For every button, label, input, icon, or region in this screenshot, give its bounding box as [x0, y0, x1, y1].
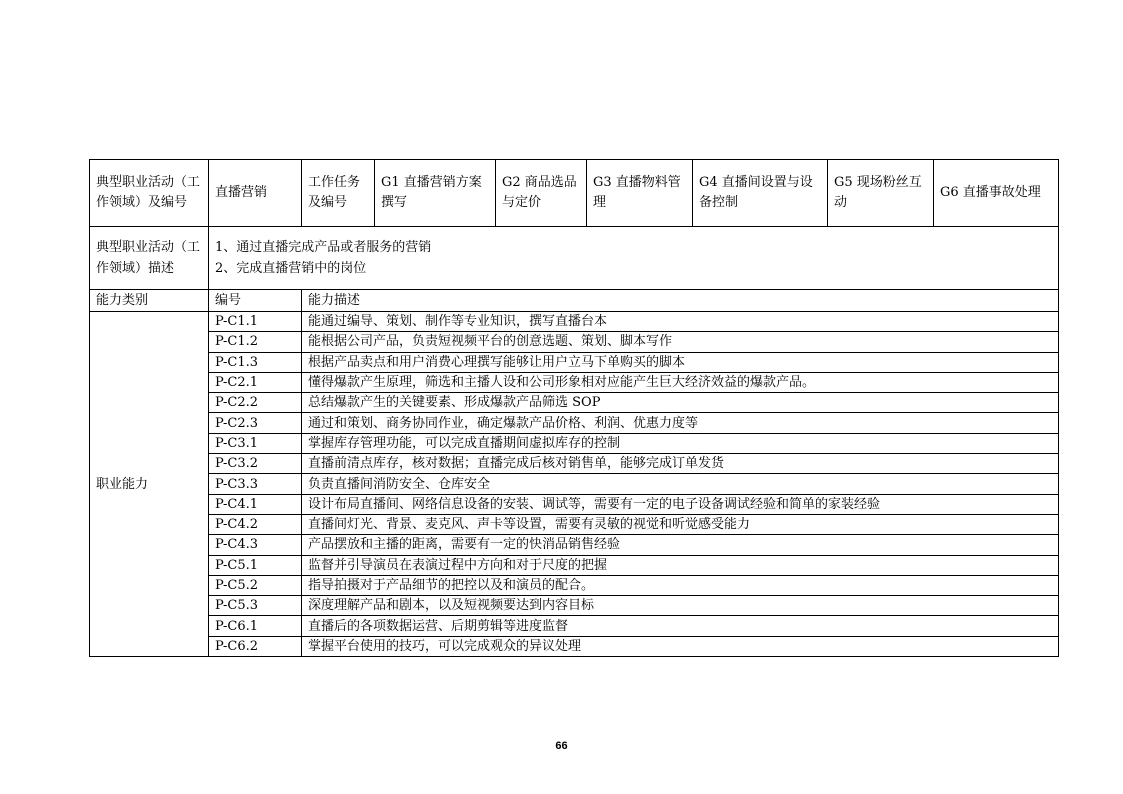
ability-code: P-C5.2: [209, 575, 302, 595]
ability-row: [90, 352, 1059, 372]
ability-code: P-C2.1: [209, 372, 302, 392]
ability-code: P-C6.2: [209, 636, 302, 656]
competency-table: [89, 159, 1059, 657]
ability-description: 能根据公司产品，负责短视频平台的创意选题、策划、脚本写作: [302, 332, 1059, 352]
ability-row: [90, 372, 1059, 392]
ability-description: 设计布局直播间、网络信息设备的安装、调试等，需要有一定的电子设备调试经验和简单的家装经验: [302, 494, 1059, 514]
ability-description: 总结爆款产生的关键要素、形成爆款产品筛选 SOP: [302, 393, 1059, 413]
ability-code: P-C4.1: [209, 494, 302, 514]
ability-description: 掌握库存管理功能，可以完成直播期间虚拟库存的控制: [302, 433, 1059, 453]
ability-description: 指导拍摄对于产品细节的把控以及和演员的配合。: [302, 575, 1059, 595]
description-line-2: 2、完成直播营销中的岗位: [215, 261, 367, 276]
ability-code: P-C5.3: [209, 596, 302, 616]
ability-row: [90, 454, 1059, 474]
ability-code: P-C2.2: [209, 393, 302, 413]
ability-row: [90, 616, 1059, 636]
ability-description: 直播间灯光、背景、麦克风、声卡等设置，需要有灵敏的视觉和听觉感受能力: [302, 514, 1059, 534]
ability-description: 直播后的各项数据运营、后期剪辑等进度监督: [302, 616, 1059, 636]
description-line-1: 1、通过直播完成产品或者服务的营销: [215, 240, 432, 255]
ability-code: P-C5.1: [209, 555, 302, 575]
task-g6: G6 直播事故处理: [934, 160, 1059, 227]
page-number: 66: [555, 740, 568, 752]
task-label: 工作任务及编号: [302, 160, 375, 227]
header-row: [90, 160, 1059, 227]
ability-code: P-C2.3: [209, 413, 302, 433]
ability-code: P-C4.2: [209, 514, 302, 534]
task-g5: G5 现场粉丝互动: [828, 160, 934, 227]
ability-row: [90, 332, 1059, 352]
ability-code: P-C1.3: [209, 352, 302, 372]
ability-code: P-C3.2: [209, 454, 302, 474]
ability-row: [90, 413, 1059, 433]
description-label: 典型职业活动（工作领域）描述: [90, 227, 209, 290]
ability-row: [90, 474, 1059, 494]
description-content: [209, 227, 1059, 290]
ability-row: [90, 514, 1059, 534]
ability-row: [90, 535, 1059, 555]
ability-code: P-C6.1: [209, 616, 302, 636]
ability-description: 懂得爆款产生原理，筛选和主播人设和公司形象相对应能产生巨大经济效益的爆款产品。: [302, 372, 1059, 392]
ability-category: 职业能力: [90, 312, 209, 657]
task-g4: G4 直播间设置与设备控制: [693, 160, 828, 227]
task-g2: G2 商品选品与定价: [496, 160, 587, 227]
activity-label: 典型职业活动（工作领域）及编号: [90, 160, 209, 227]
ability-row: [90, 494, 1059, 514]
ability-description: 掌握平台使用的技巧，可以完成观众的异议处理: [302, 636, 1059, 656]
ability-category-header: 能力类别: [90, 290, 209, 312]
ability-code: P-C4.3: [209, 535, 302, 555]
ability-row: [90, 596, 1059, 616]
ability-description: 直播前清点库存，核对数据；直播完成后核对销售单，能够完成订单发货: [302, 454, 1059, 474]
ability-description: 深度理解产品和剧本，以及短视频要达到内容目标: [302, 596, 1059, 616]
ability-row: [90, 433, 1059, 453]
ability-row: [90, 636, 1059, 656]
task-g1: G1 直播营销方案撰写: [375, 160, 496, 227]
ability-code: P-C1.2: [209, 332, 302, 352]
ability-description-header: 能力描述: [302, 290, 1059, 312]
ability-header-row: [90, 290, 1059, 312]
ability-description: 能通过编导、策划、制作等专业知识，撰写直播台本: [302, 312, 1059, 332]
ability-row: [90, 555, 1059, 575]
ability-description: 通过和策划、商务协同作业，确定爆款产品价格、利润、优惠力度等: [302, 413, 1059, 433]
ability-code: P-C3.1: [209, 433, 302, 453]
ability-row: [90, 393, 1059, 413]
ability-description: 根据产品卖点和用户消费心理撰写能够让用户立马下单购买的脚本: [302, 352, 1059, 372]
activity-value: 直播营销: [209, 160, 302, 227]
ability-code-header: 编号: [209, 290, 302, 312]
ability-code: P-C1.1: [209, 312, 302, 332]
description-row: [90, 227, 1059, 290]
ability-description: 产品摆放和主播的距离，需要有一定的快消品销售经验: [302, 535, 1059, 555]
ability-description: 负责直播间消防安全、仓库安全: [302, 474, 1059, 494]
ability-description: 监督并引导演员在表演过程中方向和对于尺度的把握: [302, 555, 1059, 575]
ability-row: [90, 575, 1059, 595]
task-g3: G3 直播物料管理: [587, 160, 693, 227]
ability-code: P-C3.3: [209, 474, 302, 494]
ability-row: [90, 312, 1059, 332]
